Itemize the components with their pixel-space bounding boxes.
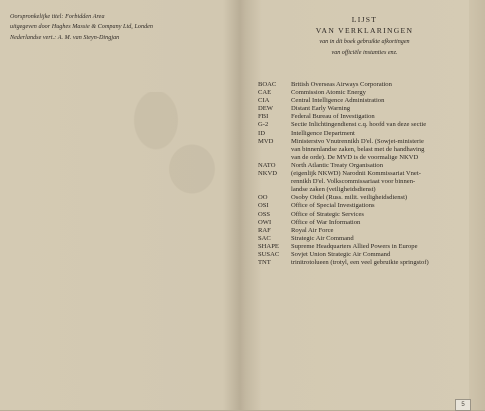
abbreviation-row	[258, 121, 483, 129]
abbreviation-row	[258, 89, 483, 97]
right-page	[244, 0, 485, 410]
title-line-1: LIJST	[351, 15, 378, 24]
meaning-line: Central Intelligence Administration	[291, 97, 385, 105]
meaning-line: Osoby Otdel (Russ. milit. veiligheidsdienst)	[291, 194, 408, 202]
abbreviation-row	[258, 162, 483, 170]
abbreviation-meaning	[291, 219, 483, 227]
abbreviation-meaning	[291, 202, 483, 210]
abbreviation-meaning	[291, 162, 483, 170]
meaning-line: North Atlantic Treaty Organisation	[291, 161, 383, 169]
abbreviation-row	[258, 259, 483, 267]
abbreviation-row	[258, 235, 483, 243]
meaning-line: van de orde). De MVD is de voormalige NKVD	[291, 153, 419, 161]
abbreviation-row	[258, 219, 483, 227]
meaning-line: Strategic Air Command	[291, 234, 354, 242]
abbreviation-code: G-2	[258, 121, 269, 129]
abbreviation-meaning	[291, 130, 483, 138]
abbreviation-code: BOAC	[258, 81, 277, 88]
credit-line-translator: Nederlandse vert.: A. M. van Steyn-Dingjan	[10, 34, 120, 41]
meaning-line: trinitrotolueen (trotyl, een veel gebruikte springstof)	[291, 259, 429, 267]
abbreviation-meaning	[291, 138, 483, 162]
subtitle-line-1: van in dit boek gebruikte afkortingen	[319, 39, 410, 45]
abbreviation-row	[258, 211, 483, 219]
abbreviation-meaning	[291, 235, 483, 243]
subtitle-line-2: van officiële instanties enz.	[331, 49, 398, 56]
abbreviation-row	[258, 243, 483, 251]
credit-block	[10, 12, 238, 43]
meaning-line: Intelligence Department	[291, 129, 355, 137]
meaning-line: Ministerstvo Vnutrennikh D'el. (Sowjet-ministerie	[291, 137, 424, 145]
meaning-line: Office of War Information	[291, 218, 361, 226]
abbreviation-row	[258, 170, 483, 194]
abbreviation-code: FBI	[258, 113, 269, 121]
meaning-line: Office of Special Investigations	[291, 202, 375, 210]
page-subtitle	[244, 37, 485, 58]
abbreviation-code: OWI	[258, 218, 272, 226]
abbreviation-code: TNT	[258, 259, 271, 267]
abbreviation-code: NKVD	[258, 170, 278, 178]
abbreviation-meaning	[291, 81, 483, 89]
abbreviation-meaning	[291, 251, 483, 259]
abbreviation-code: OO	[258, 194, 268, 202]
meaning-line: Sectie Inlichtingendienst c.q. hoofd van deze sectie	[291, 121, 427, 129]
abbreviation-row	[258, 251, 483, 259]
abbreviation-row	[258, 130, 483, 138]
abbreviation-meaning	[291, 259, 483, 267]
abbreviation-code: NATO	[258, 161, 276, 169]
meaning-line: Commission Atomic Energy	[291, 89, 366, 97]
abbreviation-row	[258, 81, 483, 89]
abbreviation-meaning	[291, 89, 483, 97]
meaning-line: Supreme Headquarters Allied Powers in Europe	[291, 242, 418, 250]
abbreviation-list	[258, 81, 483, 267]
abbreviation-row	[258, 97, 483, 105]
folio-tag: 5	[455, 399, 471, 411]
abbreviation-row	[258, 194, 483, 202]
abbreviation-code: DEW	[258, 105, 274, 113]
abbreviation-meaning	[291, 121, 483, 129]
abbreviation-code: SHAPE	[258, 242, 279, 250]
meaning-line: Royal Air Force	[291, 226, 334, 234]
abbreviation-meaning	[291, 194, 483, 202]
abbreviation-code: ID	[258, 129, 265, 137]
abbreviation-row	[258, 138, 483, 162]
abbreviation-meaning	[291, 105, 483, 113]
abbreviation-row	[258, 202, 483, 210]
page-title	[244, 14, 485, 36]
credit-line-publisher: uitgegeven door Hughes Massie & Company Ltd, Londen	[10, 24, 154, 31]
credit-line-original-title: Oorspronkelijke titel: Forbidden Area	[10, 14, 105, 20]
abbreviation-meaning	[291, 170, 483, 194]
meaning-line: (eigenlijk NKWD) Narodnii Kommissariat Vnet-	[291, 170, 421, 178]
page-edge	[469, 0, 485, 410]
show-through-shadow	[120, 92, 240, 232]
abbreviation-code: MVD	[258, 137, 274, 145]
abbreviation-meaning	[291, 243, 483, 251]
meaning-line: van binnenlandse zaken, belast met de handhaving	[291, 145, 425, 153]
title-line-2: VAN VERKLARINGEN	[315, 26, 414, 35]
abbreviation-code: CIA	[258, 97, 270, 105]
abbreviation-code: SUSAC	[258, 250, 280, 258]
abbreviation-row	[258, 105, 483, 113]
abbreviation-code: OSI	[258, 202, 269, 210]
abbreviation-code: OSS	[258, 210, 271, 218]
meaning-line: rennikh D'el. Volkscommissariaat voor binnen-	[291, 178, 416, 186]
meaning-line: landse zaken (veiligheidsdienst)	[291, 186, 376, 194]
meaning-line: Distant Early Warning	[291, 105, 351, 113]
abbreviation-row	[258, 227, 483, 235]
abbreviation-code: RAF	[258, 226, 271, 234]
abbreviation-meaning	[291, 211, 483, 219]
abbreviation-meaning	[291, 113, 483, 121]
abbreviation-code: CAE	[258, 89, 272, 97]
abbreviation-code: SAC	[258, 234, 271, 242]
abbreviation-row	[258, 113, 483, 121]
meaning-line: Office of Strategic Services	[291, 210, 364, 218]
abbreviation-meaning	[291, 227, 483, 235]
meaning-line: Sovjet Union Strategic Air Command	[291, 250, 391, 258]
meaning-line: Federal Bureau of Investigation	[291, 113, 375, 121]
meaning-line: British Overseas Airways Corporation	[291, 81, 392, 88]
abbreviation-meaning	[291, 97, 483, 105]
